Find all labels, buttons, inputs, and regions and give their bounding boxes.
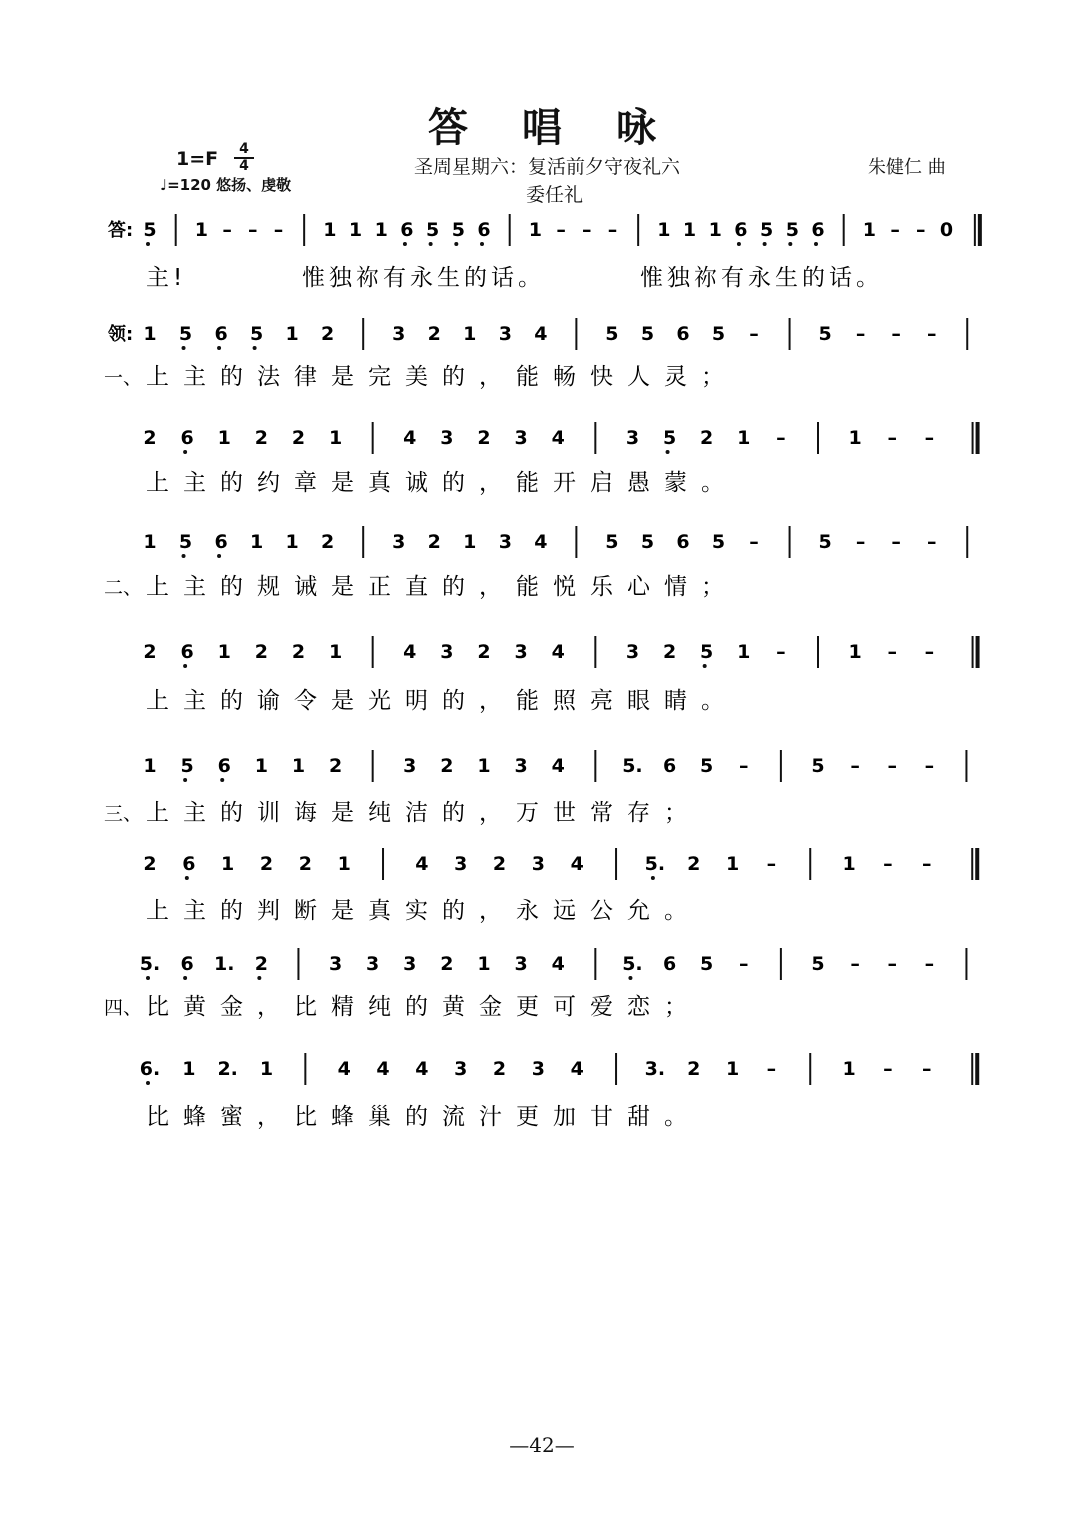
note: – [891,323,901,345]
note: 3 [514,427,528,449]
octave-dot [217,554,221,558]
note: – [248,219,258,241]
note: 5 [425,219,440,241]
note: 5 [700,641,714,663]
note: 2 [291,641,306,663]
note: 5 [249,323,264,345]
note: 5 [178,323,193,345]
note: 5 [818,531,832,553]
note: 4 [403,427,417,449]
octave-dot [183,976,187,980]
octave-dot [217,346,221,350]
note: 1 [737,427,751,449]
note: 5 [178,531,193,553]
note: 2 [328,755,343,777]
verse-label: 三、 [104,803,143,825]
composer-credit: 朱健仁 曲 [868,157,946,178]
note: 3 [514,755,528,777]
note: – [739,953,749,975]
note: 2 [440,755,454,777]
note: 5. [622,755,643,777]
note: – [926,531,937,553]
occasion-line-2: 委任礼 [526,184,584,206]
note: 1 [708,219,722,241]
time-signature-bottom: 4 [234,157,254,174]
note: 1 [477,953,491,975]
note: 4 [551,755,565,777]
note: 1 [528,219,543,241]
tempo-marking: ♩=120 悠扬、虔敬 [160,176,292,194]
note: 2 [298,853,312,875]
note: 5 [180,755,194,777]
note: 1 [285,531,299,553]
lyric-line: 主! [146,265,187,291]
octave-dot [628,976,632,980]
note: 6 [662,953,677,975]
note: 1 [182,1058,196,1080]
note: 3 [403,755,417,777]
note: 6 [214,531,228,553]
note: 6 [676,323,690,345]
note: 3 [440,641,454,663]
note: – [887,641,897,663]
note: 3. [644,1058,666,1080]
octave-dot [182,554,186,558]
note: 6 [400,219,414,241]
note: 1 [848,641,862,663]
note: – [887,755,897,777]
note: – [891,531,901,553]
note: 5 [711,323,726,345]
note: 5 [818,323,832,345]
note: 3 [498,323,512,345]
note: 3 [514,953,528,975]
note: – [924,755,935,777]
note: 3 [392,531,406,553]
note: – [887,953,897,975]
octave-dot [183,778,187,782]
verse-label: 四、 [104,997,143,1019]
octave-dot [480,242,484,246]
octave-dot [257,976,261,980]
note: 3 [625,427,640,449]
note: 1 [291,755,306,777]
note: 2 [687,1058,701,1080]
lyric-line: 比蜂蜜，比蜂巢的流汁更加甘甜。 [146,1104,701,1130]
note: – [924,641,935,663]
octave-dot [651,876,655,880]
note: 1 [348,219,363,241]
note: 5 [143,219,157,241]
note: 2 [259,853,274,875]
note: 1 [221,853,235,875]
page-number: —42— [509,1433,575,1457]
note: 2 [427,531,441,553]
occasion-line-1: 圣周星期六：复活前夕守夜礼六 [414,156,681,178]
note: – [766,853,777,875]
note: 1 [737,641,751,663]
page-title: 答唱咏 [428,104,710,151]
note: – [924,953,935,975]
note: 4 [415,853,429,875]
note: 1 [194,219,209,241]
note: 2 [143,853,157,875]
note: 2 [687,853,701,875]
note: 6 [180,427,194,449]
note: – [273,219,284,241]
note: – [850,953,860,975]
note: 6 [477,219,491,241]
note: – [926,323,937,345]
time-signature-top: 4 [239,141,249,157]
octave-dot [429,242,433,246]
note: 3 [454,853,468,875]
note: 3 [454,1058,468,1080]
note: 1 [143,323,157,345]
note: 5 [811,953,825,975]
note: – [749,323,759,345]
note: 4 [415,1058,429,1080]
lyric-line: 上主的谕令是光明的，能照亮眼睛。 [146,688,738,714]
lyric-line: 上主的训诲是纯洁的，万世常存； [146,800,701,826]
note: 1 [254,755,268,777]
lyric-line: 惟独祢有永生的话。 [640,265,883,291]
note: 2 [254,641,268,663]
note: 0 [939,219,954,241]
note: – [890,219,900,241]
note: 5 [785,219,799,241]
note: 1 [463,323,477,345]
note: – [776,641,786,663]
note: 6 [676,531,690,553]
note: – [855,323,866,345]
verse-label: 二、 [104,577,143,599]
note: 1 [259,1058,274,1080]
note: 3 [625,641,640,663]
note: 6 [662,755,677,777]
note: 2 [143,641,157,663]
note: 2 [291,427,306,449]
octave-dot [253,346,257,350]
note: 4 [403,641,417,663]
note: 1 [862,219,877,241]
octave-dot [146,976,150,980]
note: 2 [440,953,454,975]
note: 1 [143,755,157,777]
octave-dot [182,346,186,350]
note: 1 [477,755,491,777]
key-signature: 1=F [176,148,219,170]
note: 6 [182,853,196,875]
note: 4 [337,1058,351,1080]
octave-dot [454,242,458,246]
note: 1 [682,219,697,241]
lyric-line: 比黄金，比精纯的黄金更可爱恋； [146,994,701,1020]
note: 1 [725,853,740,875]
note: 2 [492,1058,507,1080]
note: – [749,531,759,553]
note: – [883,853,893,875]
note: 5 [759,219,774,241]
note: 3 [328,953,343,975]
octave-dot [146,1081,150,1085]
octave-dot [185,876,189,880]
note: – [924,427,935,449]
octave-dot [183,450,187,454]
note: 1 [842,853,856,875]
note: 2 [477,427,491,449]
note: 4 [534,323,548,345]
note: 2 [321,323,335,345]
note: 1 [328,641,343,663]
note: 2 [700,427,714,449]
octave-dot [763,242,767,246]
note: – [887,427,897,449]
note: 3 [366,953,380,975]
note: 2 [477,641,491,663]
note: 1. [213,953,235,975]
note: 5. [139,953,161,975]
octave-dot [666,450,670,454]
note: 5 [451,219,465,241]
note: 2. [217,1058,238,1080]
note: – [855,531,866,553]
note: 1 [285,323,299,345]
note: 3 [392,323,406,345]
note: 4 [551,953,565,975]
note: 3 [440,427,454,449]
note: – [776,427,786,449]
note: 5 [640,323,655,345]
note: 3 [531,1058,545,1080]
lyric-line: 上主的判断是真实的，永远公允。 [146,898,701,924]
note: 6 [811,219,825,241]
note: – [850,755,860,777]
note: 5. [644,853,666,875]
note: 1 [249,531,264,553]
octave-dot [146,242,150,246]
note: 4 [551,427,565,449]
octave-dot [814,242,818,246]
note: 5 [700,755,714,777]
system-label: 领: [108,324,134,345]
note: – [916,219,926,241]
lyric-line: 上主的法律是完美的，能畅快人灵； [146,364,738,390]
note: 1 [323,219,337,241]
note: 4 [534,531,548,553]
note: 1 [848,427,862,449]
note: 5 [700,953,714,975]
note: 5 [605,531,619,553]
note: 2 [321,531,335,553]
note: 4 [551,641,565,663]
octave-dot [220,778,224,782]
note: 1 [725,1058,740,1080]
note: – [739,755,749,777]
note: 1 [328,427,343,449]
note: 3 [514,641,528,663]
note: 4 [570,853,584,875]
note: – [766,1058,777,1080]
note: 1 [657,219,671,241]
note: 6. [139,1058,161,1080]
note: 6 [180,641,194,663]
note: 1 [143,531,157,553]
note: 2 [254,953,268,975]
note: 3 [403,953,417,975]
octave-dot [788,242,792,246]
lyric-line: 上主的规诫是正直的，能悦乐心情； [146,574,738,600]
note: – [556,219,566,241]
note: 1 [337,853,351,875]
note: 1 [217,427,231,449]
note: 5 [605,323,619,345]
octave-dot [183,664,187,668]
note: 2 [427,323,441,345]
note: 5 [811,755,825,777]
octave-dot [737,242,741,246]
note: 2 [662,641,677,663]
note: 3 [498,531,512,553]
note: – [921,853,932,875]
octave-dot [403,242,407,246]
note: 1 [374,219,388,241]
note: 6 [217,755,231,777]
note: 5 [711,531,726,553]
note: – [222,219,232,241]
note: 1 [842,1058,856,1080]
note: 6 [734,219,748,241]
note: 4 [570,1058,584,1080]
lyric-line: 惟独祢有永生的话。 [302,265,545,291]
lyric-line: 上主的约章是真诚的，能开启愚蒙。 [146,470,738,496]
octave-dot [703,664,707,668]
note: 3 [531,853,545,875]
note: 5 [640,531,655,553]
note: 2 [254,427,268,449]
note: 1 [463,531,477,553]
note: – [921,1058,932,1080]
note: 6 [180,953,194,975]
note: 6 [214,323,228,345]
note: 4 [376,1058,390,1080]
verse-label: 一、 [104,367,143,389]
note: 2 [492,853,507,875]
system-label: 答: [108,220,134,241]
note: – [883,1058,893,1080]
note: – [607,219,618,241]
note: 1 [217,641,231,663]
note: 5. [622,953,643,975]
note: 5 [662,427,677,449]
note: – [582,219,592,241]
note: 2 [143,427,157,449]
